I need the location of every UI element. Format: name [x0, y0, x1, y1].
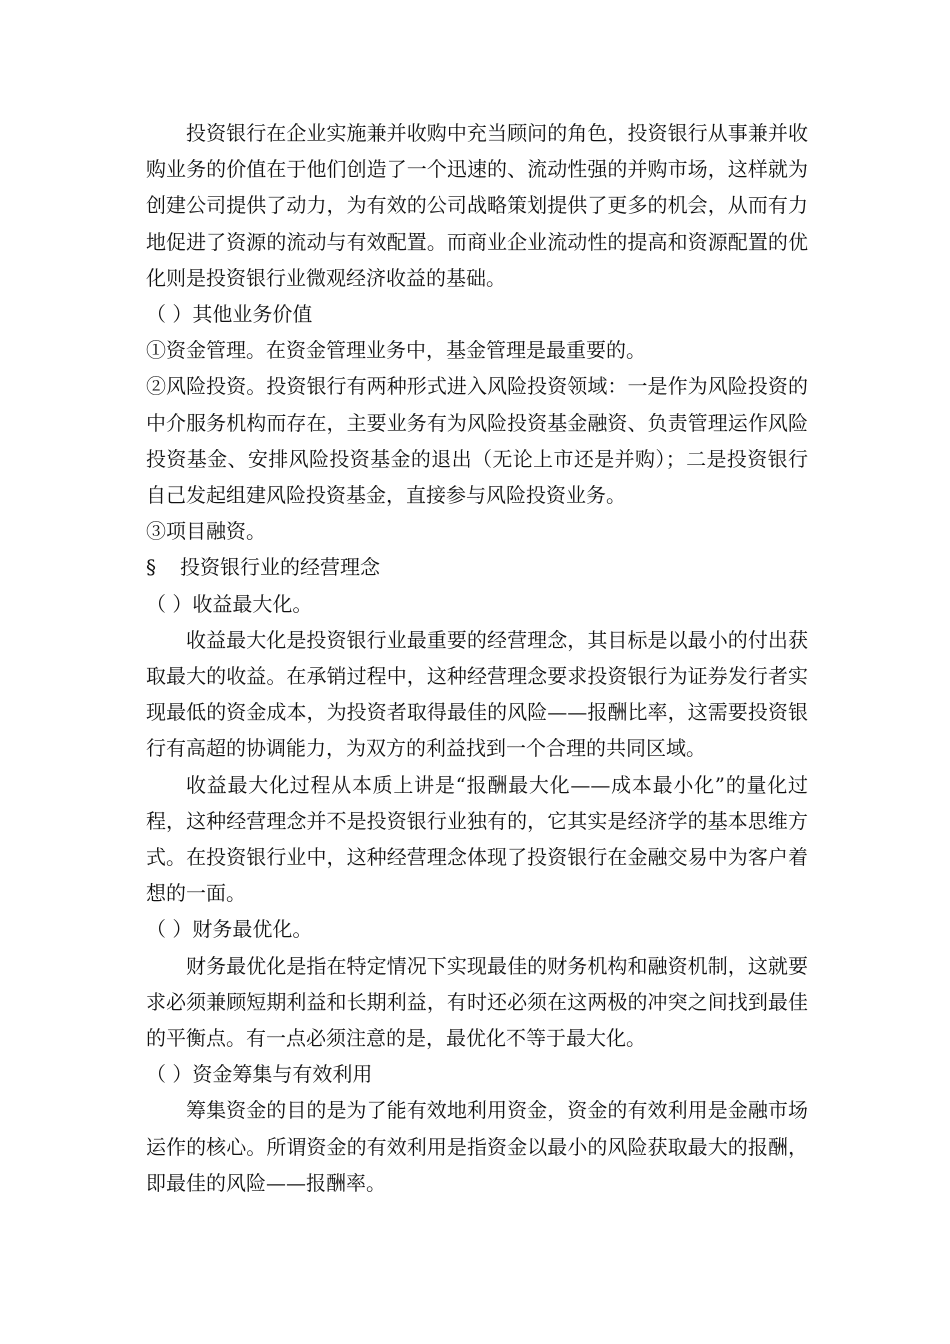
heading-financial-optimization: （ ）财务最优化。	[146, 917, 313, 942]
heading-max-profit: （ ）收益最大化。	[146, 591, 313, 616]
list-item-project-finance: ③项目融资。	[146, 519, 266, 544]
paragraph-max-profit-1: 收益最大化是投资银行业最重要的经营理念，其目标是以最小的付出获取最大的收益。在承销过程中，这种经营理念要求投资银行为证券发行者实现最低的资金成本，为投资者取得最佳的风险——报酬比率，这需要投资银行有高超的协调能力，为双方的利益找到一个合理的共同区域。	[146, 627, 808, 761]
paragraph-advisory-role: 投资银行在企业实施兼并收购中充当顾问的角色，投资银行从事兼并收购业务的价值在于他们创造了一个迅速的、流动性强的并购市场，这样就为创建公司提供了动力，为有效的公司战略策划提供了更多的机会，从而有力地促进了资源的流动与有效配置。而商业企业流动性的提高和资源配置的优化则是投资银行业微观经济收益的基础。	[146, 121, 808, 290]
list-item-venture-investment: ②风险投资。投资银行有两种形式进入风险投资领域：一是作为风险投资的中介服务机构而存在，主要业务有为风险投资基金融资、负责管理运作风险投资基金、安排风险投资基金的退出（无论上市还是并购）；二是投资银行自己发起组建风险投资基金，直接参与风险投资业务。	[146, 374, 808, 508]
document-page	[146, 115, 808, 1201]
heading-other-business-value: （ ）其他业务价值	[146, 302, 313, 327]
section-mark: §	[146, 555, 156, 580]
paragraph-max-profit-2: 收益最大化过程从本质上讲是“报酬最大化——成本最小化”的量化过程，这种经营理念并不是投资银行业独有的，它其实是经济学的基本思维方式。在投资银行业中，这种经营理念体现了投资银行在金融交易中为客户着想的一面。	[146, 772, 808, 906]
paragraph-fund-raising: 筹集资金的目的是为了能有效地利用资金，资金的有效利用是金融市场运作的核心。所谓资金的有效利用是指资金以最小的风险获取最大的报酬，即最佳的风险——报酬率。	[146, 1098, 808, 1195]
section-heading	[146, 549, 808, 585]
paragraph-financial-optimization: 财务最优化是指在特定情况下实现最佳的财务机构和融资机制，这就要求必须兼顾短期利益和长期利益，有时还必须在这两极的冲突之间找到最佳的平衡点。有一点必须注意的是，最优化不等于最大化。	[146, 953, 808, 1051]
heading-fund-raising: （ ）资金筹集与有效利用	[146, 1062, 373, 1087]
list-item-fund-management: ①资金管理。在资金管理业务中，基金管理是最重要的。	[146, 338, 646, 363]
section-title: 投资银行业的经营理念	[180, 555, 380, 580]
